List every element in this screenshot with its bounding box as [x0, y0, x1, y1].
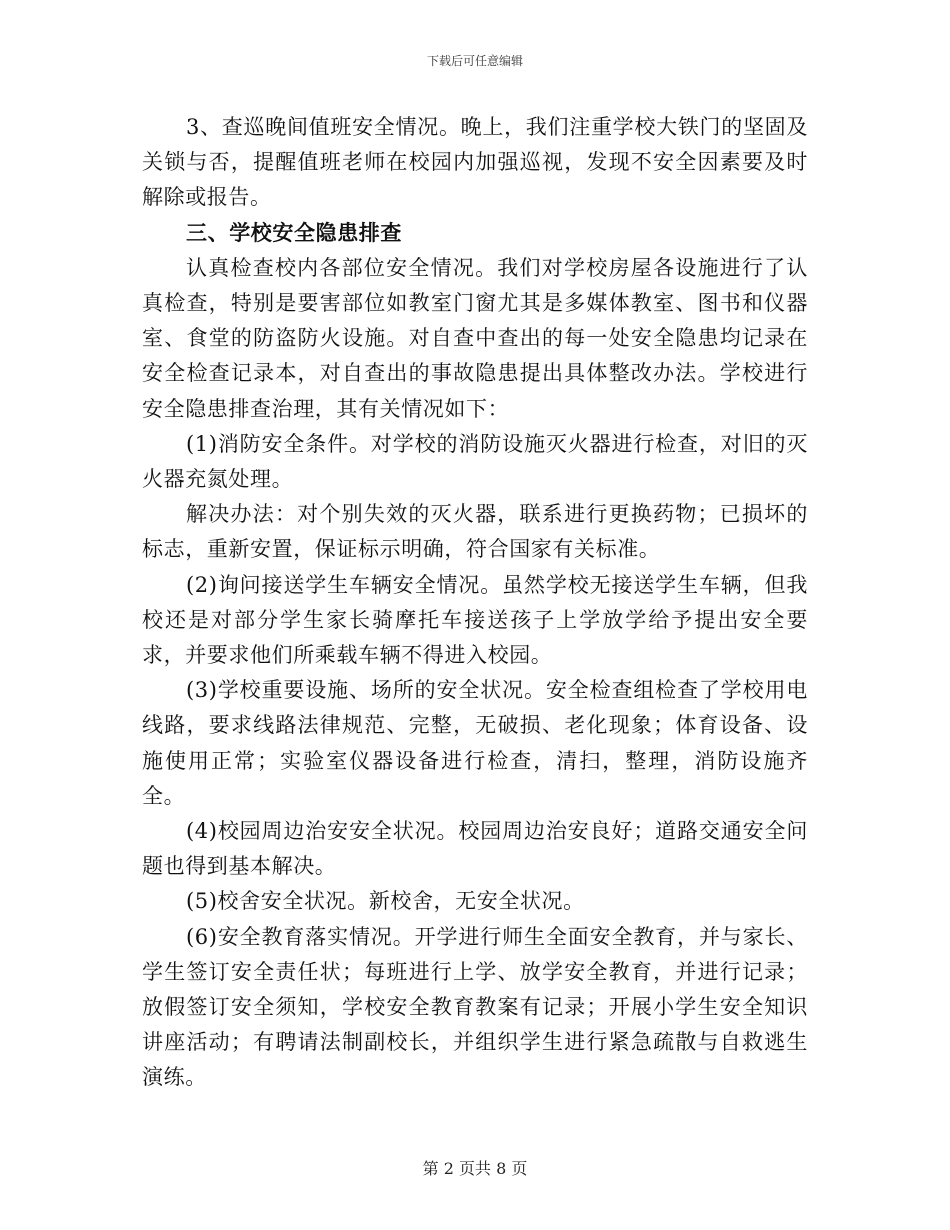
paragraph-facility-safety: (3)学校重要设施、场所的安全状况。安全检查组检查了学校用电线路，要求线路法律规范、完整，无破损、老化现象；体育设备、设施使用正常；实验室仪器设备进行检查，清扫，整理，消防设施齐全。: [142, 678, 808, 808]
paragraph-transport-safety: (2)询问接送学生车辆安全情况。虽然学校无接送学生车辆，但我校还是对部分学生家长骑摩托车接送孩子上学放学给予提出安全要求，并要求他们所乘载车辆不得进入校园。: [142, 572, 808, 668]
paragraph-inspection-overview: 认真检查校内各部位安全情况。我们对学校房屋各设施进行了认真检查，特别是要害部位如教室门窗尤其是多媒体教室、图书和仪器室、食堂的防盗防火设施。对自查中查出的每一处安全隐患均记录在安全检查记录本，对自查出的事故隐患提出具体整改办法。学校进行安全隐患排查治理，其有关情况如下：: [142, 255, 808, 421]
section-heading: 三、学校安全隐患排查: [186, 220, 402, 245]
page-header: 下载后可任意编辑: [426, 54, 523, 68]
paragraph-building-safety: (5)校舍安全状况。新校舍，无安全状况。: [186, 889, 585, 914]
paragraph-fire-safety: (1)消防安全条件。对学校的消防设施灭火器进行检查，对旧的灭火器充氮处理。: [142, 431, 808, 492]
document-body: [142, 110, 808, 1096]
paragraph-safety-education: (6)安全教育落实情况。开学进行师生全面安全教育，并与家长、学生签订安全责任状；每班进行上学、放学安全教育，并进行记录；放假签订安全须知，学校安全教育教案有记录；开展小学生安全知识讲座活动；有聘请法制副校长，并组织学生进行紧急疏散与自救逃生演练。: [142, 924, 808, 1090]
paragraph-night-patrol: 3、查巡晚间值班安全情况。晚上，我们注重学校大铁门的坚固及关锁与否，提醒值班老师在校园内加强巡视，发现不安全因素要及时解除或报告。: [142, 115, 808, 210]
paragraph-surroundings-safety: (4)校园周边治安安全状况。校园周边治安良好；道路交通安全问题也得到基本解决。: [142, 819, 808, 879]
paragraph-solution: 解决办法：对个别失效的灭火器，联系进行更换药物；已损坏的标志，重新安置，保证标示明确，符合国家有关标准。: [142, 502, 808, 562]
page-footer: 第 2 页共 8 页: [422, 1159, 528, 1178]
